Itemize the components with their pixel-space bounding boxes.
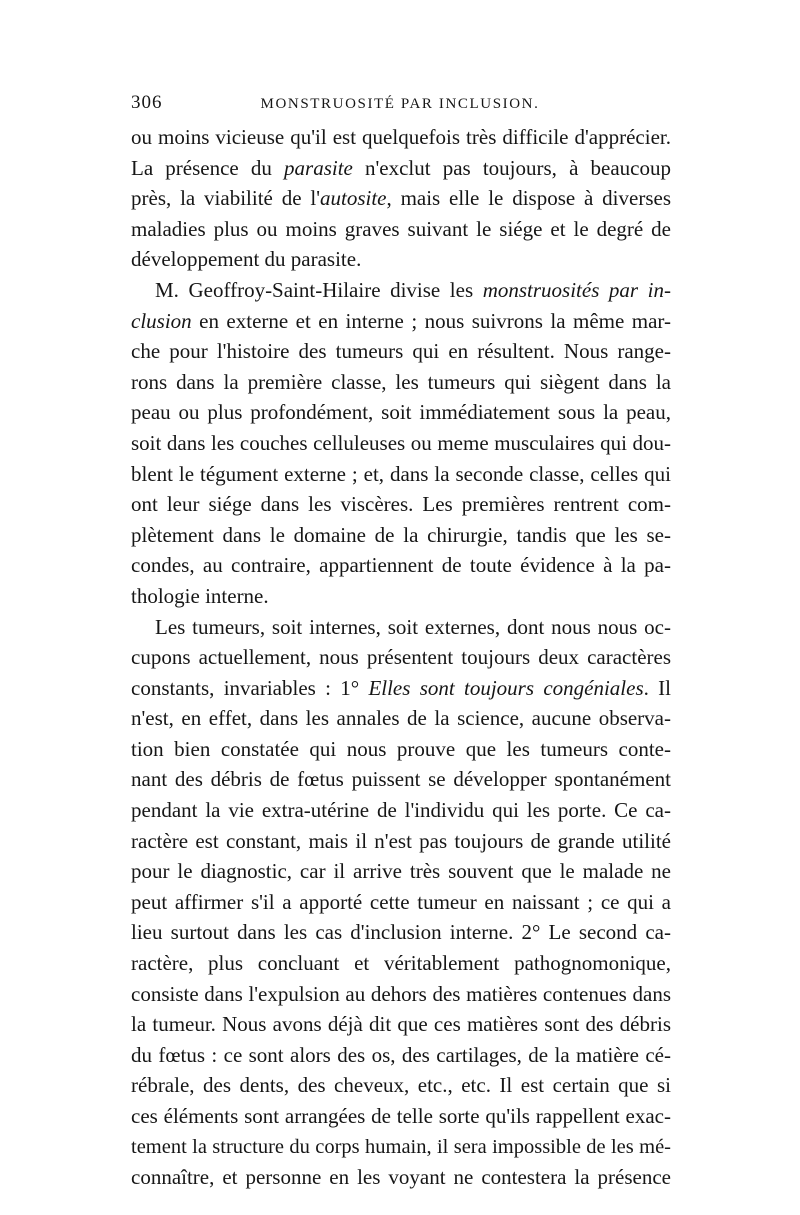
text-run: peut affirmer s'il a apporté cette tumeur en naissant ; ce qui a	[131, 889, 671, 914]
text-line	[131, 1070, 671, 1101]
text-line	[131, 826, 671, 857]
text-line	[131, 764, 671, 795]
text-line	[131, 673, 671, 704]
text-run: soit dans les couches celluleuses ou meme musculaires qui dou-	[131, 430, 671, 455]
italic-text: parasite	[284, 155, 353, 180]
text-line	[131, 550, 671, 581]
text-line	[131, 489, 671, 520]
text-run: peau ou plus profondément, soit immédiatement sous la peau,	[131, 400, 671, 425]
text-run: tion bien constatée qui nous prouve que les tumeurs conte-	[131, 736, 671, 761]
italic-text: autosite	[319, 186, 387, 211]
text-line	[131, 306, 671, 337]
text-line	[131, 244, 671, 275]
text-run: du fœtus : ce sont alors des os, des cartilages, de la matière cé-	[131, 1042, 671, 1067]
text-line	[131, 612, 671, 643]
text-line	[131, 1162, 671, 1193]
text-run: La présence du	[131, 155, 285, 180]
text-line	[131, 642, 671, 673]
text-run: ces éléments sont arrangées de telle sorte qu'ils rappellent exac-	[131, 1104, 671, 1128]
text-run: rons dans la première classe, les tumeurs qui siègent dans la	[131, 369, 671, 394]
text-line	[131, 428, 671, 459]
text-run: ont leur siége dans les viscères. Les premières rentrent com-	[131, 492, 671, 517]
text-line	[131, 581, 671, 612]
text-run: n'exclut pas toujours, à beaucoup	[352, 155, 671, 180]
text-line	[131, 795, 671, 826]
text-run: constants, invariables : 1°	[131, 675, 369, 700]
text-run: tement la structure du corps humain, il sera impossible de les mé-	[131, 1135, 671, 1158]
text-run: thologie interne.	[131, 583, 269, 608]
text-line	[131, 397, 671, 428]
text-run: condes, au contraire, appartiennent de toute évidence à la pa-	[131, 553, 671, 578]
text-run: en externe et en interne ; nous suivrons la même mar-	[191, 308, 671, 333]
text-run: rébrale, des dents, des cheveux, etc., etc. Il est certain que si	[131, 1073, 671, 1098]
text-line	[131, 459, 671, 490]
text-run: . Il	[643, 675, 671, 700]
text-line	[131, 703, 671, 734]
text-line	[131, 520, 671, 551]
running-title: MONSTRUOSITÉ PAR INCLUSION.	[260, 96, 540, 112]
text-line	[131, 734, 671, 765]
text-run: ractère, plus concluant et véritablement pathognomonique,	[131, 951, 671, 976]
text-run: che pour l'histoire des tumeurs qui en résultent. Nous range-	[131, 339, 671, 364]
text-run: ou moins vicieuse qu'il est quelquefois très difficile d'apprécier.	[131, 125, 671, 149]
running-head	[131, 92, 669, 120]
text-line	[131, 979, 671, 1010]
text-line	[131, 1040, 671, 1071]
text-line	[131, 1009, 671, 1040]
text-run: ractère est constant, mais il n'est pas toujours de grande utilité	[131, 828, 671, 853]
text-run: blent le tégument externe ; et, dans la seconde classe, celles qui	[131, 461, 671, 486]
text-run: près, la viabilité de l'	[131, 186, 320, 211]
text-run: plètement dans le domaine de la chirurgie, tandis que les se-	[131, 522, 671, 547]
text-run: maladies plus ou moins graves suivant le siége et le degré de	[131, 216, 671, 241]
text-run: consiste dans l'expulsion au dehors des matières contenues dans	[131, 981, 671, 1006]
text-run: connaître, et personne en les voyant ne contestera la présence	[131, 1165, 671, 1190]
text-line	[131, 1132, 671, 1163]
text-run: pendant la vie extra-utérine de l'individu qui les porte. Ce ca-	[131, 798, 671, 823]
italic-text: clusion	[131, 308, 192, 333]
text-run: cupons actuellement, nous présentent toujours deux caractères	[131, 645, 671, 670]
body-text	[131, 122, 671, 1193]
italic-text: monstruosités par in-	[482, 277, 671, 302]
text-run: la tumeur. Nous avons déjà dit que ces matières sont des débris	[131, 1012, 671, 1037]
text-line	[131, 917, 671, 948]
text-line	[131, 183, 671, 214]
text-line	[131, 336, 671, 367]
text-run: pour le diagnostic, car il arrive très souvent que le malade ne	[131, 859, 671, 884]
text-line	[131, 948, 671, 979]
text-line	[131, 153, 671, 184]
text-line	[131, 1101, 671, 1132]
text-run: M. Geoffroy-Saint-Hilaire divise les	[155, 277, 483, 302]
text-run: lieu surtout dans les cas d'inclusion interne. 2° Le second ca-	[131, 920, 671, 945]
text-line	[131, 275, 671, 306]
text-run: Les tumeurs, soit internes, soit externes, dont nous nous oc-	[155, 614, 671, 639]
text-line	[131, 214, 671, 245]
text-run: n'est, en effet, dans les annales de la science, aucune observa-	[131, 706, 671, 731]
page-number: 306	[131, 92, 163, 113]
italic-text: Elles sont toujours congéniales	[368, 675, 644, 700]
text-line	[131, 856, 671, 887]
text-line	[131, 122, 671, 153]
text-run: , mais elle le dispose à diverses	[386, 186, 671, 211]
text-run: développement du parasite.	[131, 247, 362, 272]
text-run: nant des débris de fœtus puissent se développer spontanément	[131, 767, 671, 792]
text-line	[131, 367, 671, 398]
text-line	[131, 887, 671, 918]
